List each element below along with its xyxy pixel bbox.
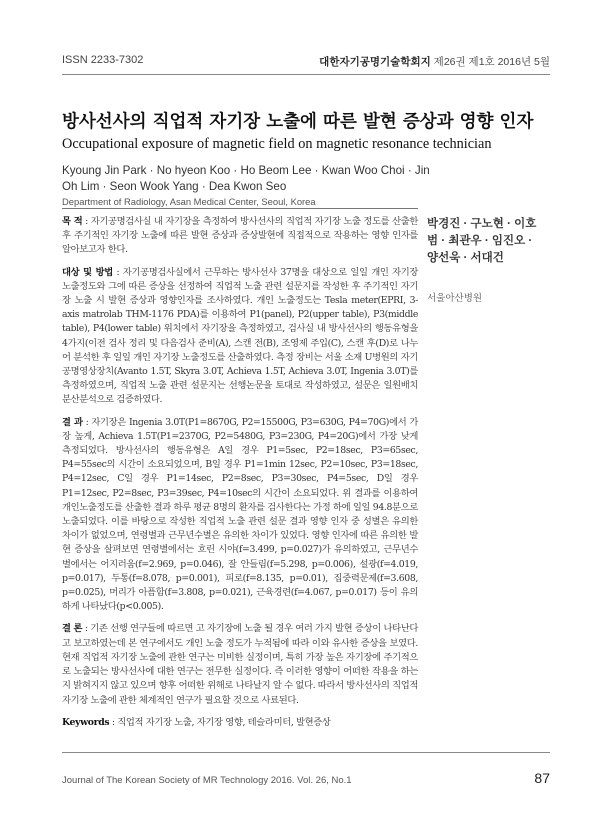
footer-rule bbox=[62, 752, 550, 753]
abstract-methods: 대상 및 방법 : 자기공명검사실에서 근무하는 방사선사 37명을 대상으로 일일 개인 자기장 노출정도와 그에 따른 증상을 선정하여 직업적 노출 관련 설문지를 작성한 후 주기적인 자기장 노출 시 발현 증상과 영향인자를 조사하였다. 개인 노출정도는 Tesla meter(EPRI, 3-axis matrolab THM-1176 PDA)를 이용하여 P1(panel), P2(upper table), P3(middle table), P4(lower table) 위치에서 자기장을 측정하였고, 검사실 내 방사선사의 행동유형을 4가지(이전 검사 정리 및 다음검사 준비(A), 스캔 전(B), 조영제 주입(C), 스캔 후(D)로 나누어 분석한 후 일일 개인 자기장 노출정도를 산출하였다. 측정 장비는 서울 소재 U병원의 자기공명영상장치(Avanto 1.5T, Skyra 3.0T, Achieva 1.5T, Achieva 3.0T, Ingenia 3.0T)를 측정하였으며, 직업적 노출 관련 설문지는 선행논문을 토대로 작성하였고, 설문은 일원배치분산분석으로 검증하였다. bbox=[62, 266, 418, 406]
department: Department of Radiology, Asan Medical Center, Seoul, Korea bbox=[62, 196, 316, 207]
conclusion-text: 기존 선행 연구들에 따르면 고 자기장에 노출 될 경우 여러 가지 발현 증상이 나타난다고 보고하였는데 본 연구에서도 개인 노출 정도가 누적됨에 따라 이와 유사한 증상을 보였다. 현재 직업적 자기장 노출에 관한 연구는 미비한 실정이며, 특히 가장 높은 자기장에 주기적으로 노출되는 방사선사에 대한 연구는 전무한 실정이다. 즉 이러한 영향이 어떠한 작용을 하는지 밝혀지지 않고 있으며 향후 어떠한 위해로 나타날지 알 수 없다. 따라서 방사선사의 직업적 자기장 노출에 관한 체계적인 연구가 필요할 것으로 사료된다. bbox=[62, 623, 418, 706]
header-rule bbox=[62, 74, 550, 75]
issn: ISSN 2233-7302 bbox=[62, 54, 144, 66]
page-number: 87 bbox=[534, 770, 550, 786]
abstract-keywords: Keywords : 직업적 자기장 노출, 자기장 영향, 테슬라미터, 발현증상 bbox=[62, 716, 331, 728]
title-english: Occupational exposure of magnetic field on magnetic resonance technician bbox=[62, 136, 492, 152]
keywords-label: Keywords bbox=[62, 716, 110, 728]
purpose-label: 목 적 bbox=[62, 216, 83, 227]
journal-name: 대한자기공명기술학회지 bbox=[319, 56, 431, 68]
footer-journal: Journal of The Korean Society of MR Technology 2016. Vol. 26, No.1 bbox=[62, 775, 352, 786]
abstract bbox=[62, 215, 418, 738]
results-text: 자기장은 Ingenia 3.0T(P1=8670G, P2=15500G, P3=630G, P4=70G)에서 가장 높게, Achieva 1.5T(P1=2370G, P2=5480G, P3=230G, P4=20G)에서 가장 낮게 측정되었다. 방사선사의 행동유형은 A일 경우 P1=5sec, P2=18sec, P3=65sec, P4=55sec의 시간이 소요되었으며, B일 경우 P1=1min 12sec, P2=10sec, P3=18sec, P4=12sec, C일 경우 P1=14sec, P2=8sec, P3=30sec, P4=5sec, D일 경우 P1=12sec, P2=8sec, P3=39sec, P4=10sec의 시간이 소요되었다. 위 결과를 이용하여 개인노출정도를 산출한 결과 하루 평균 8명의 환자를 검사한다는 가정 하에 일일 94.8분으로 노출되었다. 이를 바탕으로 작성한 직업적 노출 관련 설문 결과 영향 인자 중 성별은 유의한 차이가 없었으며, 연령별과 근무년수별은 유의한 차이가 있었다. 영향 인자에 따른 유의한 발현 증상을 살펴보면 연령별에서는 흐린 시야(f=3.499, p=0.027)가 유의하였고, 근무년수별에서는 어지러움(f=2.969, p=0.046), 잘 안들림(f=5.298, p=0.006), 설광(f=4.019, p=0.017), 두통(f=8.078, p=0.001), 피로(f=8.135, p=0.01), 집중력문제(f=3.608, p=0.025), 머리가 아픔함(f=3.808, p=0.021), 근육경련(f=4.067, p=0.017) 등이 유의하게 나타났다(p<0.005). bbox=[62, 416, 418, 613]
volume-info: 제26권 제1호 2016년 5월 bbox=[433, 56, 550, 68]
abstract-conclusion: 결 론 : 기존 선행 연구들에 따르면 고 자기장에 노출 될 경우 여러 가지 발현 증상이 나타난다고 보고하였는데 본 연구에서도 개인 노출 정도가 누적됨에 따라 이와 유사한 증상을 보였다. 현재 직업적 자기장 노출에 관한 연구는 미비한 실정이며, 특히 가장 높은 자기장에 주기적으로 노출되는 방사선사에 대한 연구는 전무한 실정이다. 즉 이러한 영향이 어떠한 작용을 하는지 밝혀지지 않고 있으며 향후 어떠한 위해로 나타날지 알 수 없다. 따라서 방사선사의 직업적 자기장 노출에 관한 체계적인 연구가 필요할 것으로 사료된다. bbox=[62, 623, 418, 706]
authors-english: Kyoung Jin Park · No hyeon Koo · Ho Beom Lee · Kwan Woo Choi · Jin Oh Lim · Seon Wook Yang · Dea Kwon Seo bbox=[62, 164, 430, 193]
conclusion-label: 결 론 bbox=[62, 623, 83, 635]
results-label: 결 과 bbox=[62, 416, 83, 428]
affiliation-korean: 서울아산병원 bbox=[427, 293, 483, 304]
abstract-results: 결 과 : 자기장은 Ingenia 3.0T(P1=8670G, P2=15500G, P3=630G, P4=70G)에서 가장 높게, Achieva 1.5T(P1=2370G, P2=5480G, P3=230G, P4=20G)에서 가장 낮게 측정되었다. 방사선사의 행동유형은 A일 경우 P1=5sec, P2=18sec, P3=65sec, P4=55sec의 시간이 소요되었으며, B일 경우 P1=1min 12sec, P2=10sec, P3=18sec, P4=12sec, C일 경우 P1=14sec, P2=8sec, P3=30sec, P4=5sec, D일 경우 P1=12sec, P2=8sec, P3=39sec, P4=10sec의 시간이 소요되었다. 위 결과를 이용하여 개인노출정도를 산출한 결과 하루 평균 8명의 환자를 검사한다는 가정 하에 일일 94.8분으로 노출되었다. 이를 바탕으로 작성한 직업적 노출 관련 설문 결과 영향 인자 중 성별은 유의한 차이가 없었으며, 연령별과 근무년수별은 유의한 차이가 있었다. 영향 인자에 따른 유의한 발현 증상을 살펴보면 연령별에서는 흐린 시야(f=3.499, p=0.027)가 유의하였고, 근무년수별에서는 어지러움(f=2.969, p=0.046), 잘 안들림(f=5.298, p=0.006), 설광(f=4.019, p=0.017), 두통(f=8.078, p=0.001), 피로(f=8.135, p=0.01), 집중력문제(f=3.608, p=0.025), 머리가 아픔함(f=3.808, p=0.021), 근육경련(f=4.067, p=0.017) 등이 유의하게 나타났다(p<0.005). bbox=[62, 416, 418, 613]
methods-label: 대상 및 방법 bbox=[62, 266, 113, 278]
purpose-text: 자기공명검사실 내 자기장을 측정하여 방사선사의 직업적 자기장 노출 정도를 산출한 후 주기적인 자기장 노출에 따른 발현 증상과 증상발현에 직접적으로 작용하는 영향 인자를 알아보고자 한다. bbox=[62, 216, 418, 256]
abstract-purpose: 목 적 : 자기공명검사실 내 자기장을 측정하여 방사선사의 직업적 자기장 노출 정도를 산출한 후 주기적인 자기장 노출에 따른 발현 증상과 증상발현에 직접적으로 작용하는 영향 인자를 알아보고자 한다. bbox=[62, 216, 418, 256]
journal-header bbox=[319, 54, 550, 69]
keywords-text: 직업적 자기장 노출, 자기장 영향, 테슬라미터, 발현증상 bbox=[117, 716, 331, 728]
authors-korean: 박경진 · 구노현 · 이호범 · 최관우 · 임진오 · 양선욱 · 서대건 bbox=[427, 218, 537, 265]
methods-text: 자기공명검사실에서 근무하는 방사선사 37명을 대상으로 일일 개인 자기장 노출정도와 그에 따른 증상을 선정하여 직업적 노출 관련 설문지를 작성한 후 주기적인 자기장 노출 시 발현 증상과 영향인자를 조사하였다. 개인 노출정도는 Tesla meter(EPRI, 3-axis matrolab THM-1176 PDA)를 이용하여 P1(panel), P2(upper table), P3(middle table), P4(lower table) 위치에서 자기장을 측정하였고, 검사실 내 방사선사의 행동유형을 4가지(이전 검사 정리 및 다음검사 준비(A), 스캔 전(B), 조영제 주입(C), 스캔 후(D)로 나누어 분석한 후 일일 개인 자기장 노출정도를 산출하였다. 측정 장비는 서울 소재 U병원의 자기공명영상장치(Avanto 1.5T, Skyra 3.0T, Achieva 1.5T, Achieva 3.0T, Ingenia 3.0T)를 측정하였으며, 직업적 노출 관련 설문지는 선행논문을 토대로 작성하였고, 설문은 일원배치분산분석으로 검증하였다. bbox=[62, 266, 418, 406]
title-korean: 방사선사의 직업적 자기장 노출에 따른 발현 증상과 영향 인자 bbox=[62, 112, 534, 132]
abstract-top-rule bbox=[62, 208, 418, 209]
